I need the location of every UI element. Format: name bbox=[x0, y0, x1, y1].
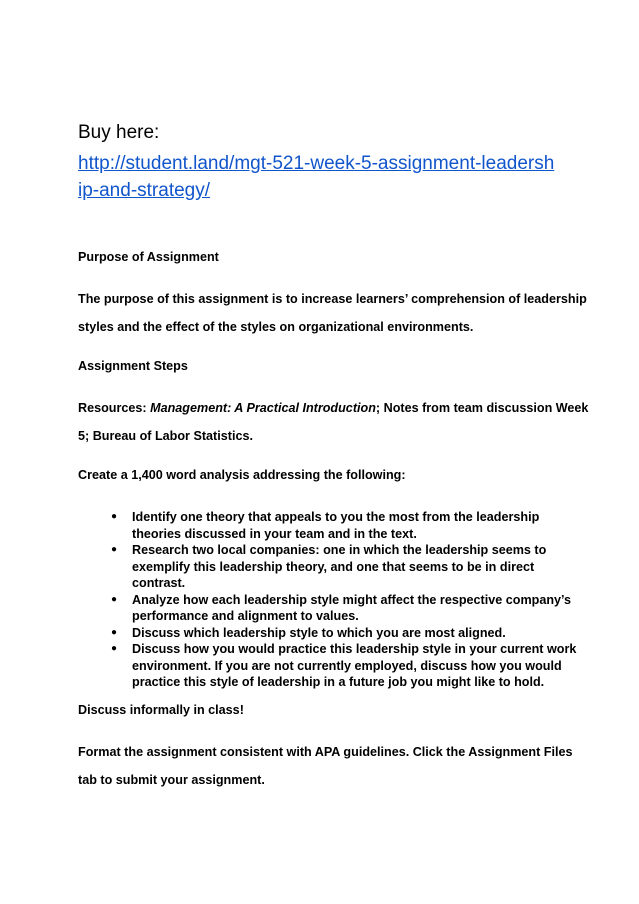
purpose-line-2: styles and the effect of the styles on organizational environments. bbox=[78, 320, 474, 334]
list-item bbox=[78, 509, 576, 542]
list-item bbox=[78, 592, 576, 625]
requirements-list bbox=[78, 509, 576, 691]
resources-suffix: ; Notes from team discussion Week bbox=[375, 401, 589, 415]
format-line-2: tab to submit your assignment. bbox=[78, 773, 265, 787]
bullet-icon: ● bbox=[111, 544, 118, 555]
list-item-line: Discuss which leadership style to which you are most aligned. bbox=[132, 625, 506, 640]
list-item-line: Discuss how you would practice this leadership style in your current work bbox=[132, 642, 577, 656]
list-item-line: performance and alignment to values. bbox=[132, 609, 359, 623]
list-item-line: Analyze how each leadership style might affect the respective company’s bbox=[132, 592, 572, 607]
steps-heading: Assignment Steps bbox=[78, 359, 188, 373]
list-item-line: contrast. bbox=[132, 576, 186, 590]
bullet-icon: ● bbox=[111, 511, 118, 522]
buy-here-label: Buy here: bbox=[78, 122, 160, 143]
buy-link[interactable] bbox=[78, 150, 578, 204]
bullet-icon: ● bbox=[111, 643, 118, 654]
buy-link-line-1[interactable]: http://student.land/mgt-521-week-5-assignment-leadersh bbox=[78, 153, 555, 174]
list-item bbox=[78, 542, 576, 592]
buy-link-line-2[interactable]: ip-and-strategy/ bbox=[78, 180, 211, 201]
list-item-line: Research two local companies: one in which the leadership seems to bbox=[132, 543, 547, 557]
list-item-line: practice this style of leadership in a future job you might like to hold. bbox=[132, 675, 545, 689]
list-item bbox=[78, 625, 576, 642]
list-item-line: environment. If you are not currently employed, discuss how you would bbox=[132, 658, 562, 673]
list-item bbox=[78, 641, 576, 691]
resources-book-title: Management: A Practical Introduction bbox=[150, 401, 376, 415]
discuss-note: Discuss informally in class! bbox=[78, 703, 244, 717]
purpose-heading: Purpose of Assignment bbox=[78, 250, 219, 264]
bullet-icon: ● bbox=[111, 593, 118, 605]
resources-line-2: 5; Bureau of Labor Statistics. bbox=[78, 429, 253, 443]
list-item-line: exemplify this leadership theory, and one that seems to be in direct bbox=[132, 559, 535, 574]
resources-paragraph bbox=[78, 394, 588, 450]
bullet-icon: ● bbox=[111, 626, 118, 638]
list-item-line: Identify one theory that appeals to you the most from the leadership bbox=[132, 510, 540, 524]
purpose-paragraph bbox=[78, 285, 587, 341]
purpose-line-1: The purpose of this assignment is to increase learners’ comprehension of leadership bbox=[78, 292, 587, 306]
resources-prefix: Resources: bbox=[78, 401, 151, 415]
resources-line-1 bbox=[78, 394, 588, 422]
create-instruction: Create a 1,400 word analysis addressing the following: bbox=[78, 468, 406, 482]
format-paragraph bbox=[78, 738, 573, 794]
list-item-line: theories discussed in your team and in the text. bbox=[132, 526, 417, 541]
format-line-1: Format the assignment consistent with APA guidelines. Click the Assignment Files bbox=[78, 745, 573, 759]
